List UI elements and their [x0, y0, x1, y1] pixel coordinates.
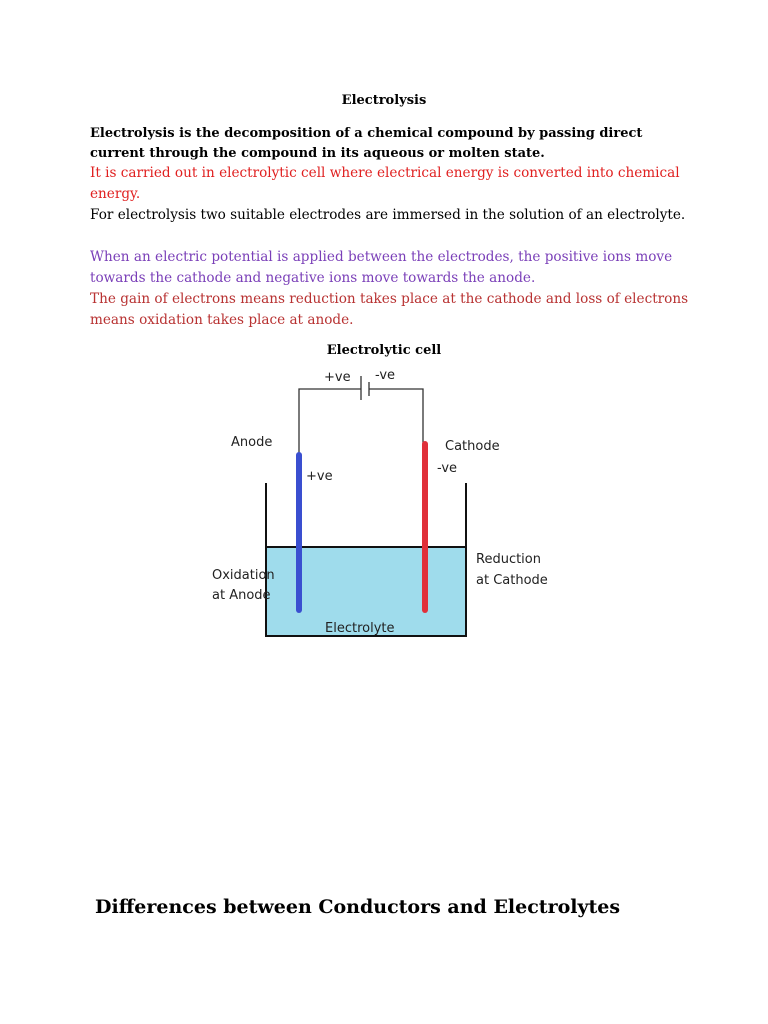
- electrodes-paragraph: For electrolysis two suitable electrodes are immersed in the solution of an electrolyte.: [90, 207, 686, 223]
- cathode-charge-label: -ve: [437, 461, 458, 476]
- cathode-label: Cathode: [445, 439, 500, 454]
- electrolytic-cell-diagram: [190, 360, 590, 660]
- electrolyte-label: Electrolyte: [325, 621, 395, 636]
- oxidation-label-line1: Oxidation: [212, 568, 275, 583]
- redox-paragraph: The gain of electrons means reduction takes place at the cathode and loss of electrons means oxidation takes place at anode.: [90, 291, 689, 328]
- anode-charge-label: +ve: [306, 469, 333, 484]
- page-title: Electrolysis: [341, 93, 427, 108]
- electrolytic-cell-paragraph: It is carried out in electrolytic cell where electrical energy is converted into chemical energy.: [90, 165, 680, 202]
- reduction-label-line2: at Cathode: [476, 573, 548, 588]
- wire-cathode: [369, 389, 423, 444]
- ion-movement-paragraph: When an electric potential is applied between the electrodes, the positive ions move towards the cathode and negative ions move towards the anode.: [90, 249, 673, 286]
- battery-positive-label: +ve: [324, 370, 351, 385]
- battery-negative-label: -ve: [375, 368, 396, 383]
- oxidation-label-line2: at Anode: [212, 588, 271, 603]
- anode-label: Anode: [231, 435, 273, 450]
- reduction-label-line1: Reduction: [476, 552, 541, 567]
- definition-paragraph: Electrolysis is the decomposition of a chemical compound by passing direct current through the compound in its aqueous or molten state.: [90, 126, 643, 161]
- diagram-title: Electrolytic cell: [326, 343, 442, 358]
- section-heading: Differences between Conductors and Electrolytes: [95, 896, 621, 918]
- wire-anode: [299, 389, 361, 455]
